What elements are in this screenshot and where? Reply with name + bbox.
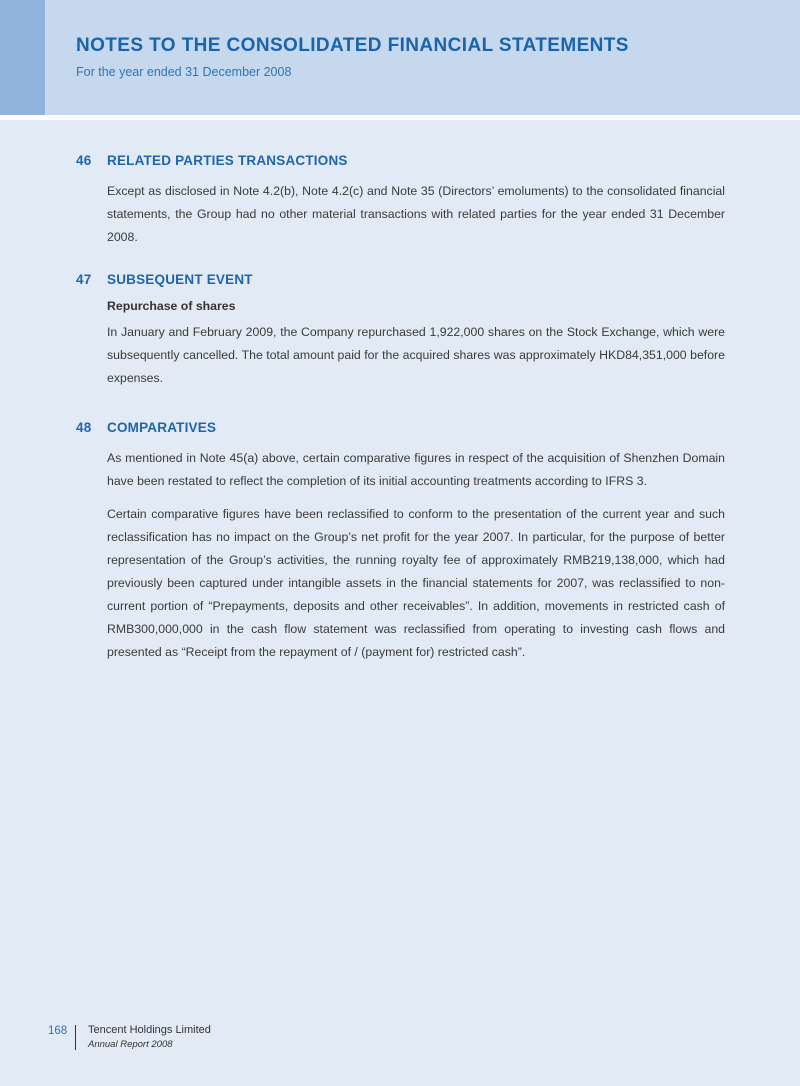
note-paragraph: Certain comparative figures have been reclassified to conform to the presentation of the current year and such reclassification has no impact on the Group’s net profit for the year 2007. In particular, for the purpose of better representation of the Group’s activities, the running royalty fee of approximately RMB219,138,000, which had previously been captured under intangible assets in the financial statements for 2007, was reclassified to non-current portion of “Prepayments, deposits and other receivables”. In addition, movements in restricted cash of RMB300,000,000 in the cash flow statement was reclassified from operating to investing cash flows and presented as “Receipt from the repayment of / (payment for) restricted cash”. bbox=[107, 507, 725, 659]
note-title: SUBSEQUENT EVENT bbox=[107, 272, 253, 287]
note-47 bbox=[76, 272, 725, 400]
page-number: 168 bbox=[48, 1025, 68, 1037]
report-name: Annual Report 2008 bbox=[88, 1039, 173, 1050]
company-name: Tencent Holdings Limited bbox=[88, 1024, 211, 1036]
note-heading bbox=[76, 420, 725, 435]
page-subtitle: For the year ended 31 December 2008 bbox=[76, 65, 292, 79]
note-48 bbox=[76, 420, 725, 674]
note-body bbox=[107, 299, 725, 390]
note-46 bbox=[76, 153, 725, 259]
page-title: NOTES TO THE CONSOLIDATED FINANCIAL STATEMENTS bbox=[76, 35, 629, 56]
header-divider bbox=[0, 115, 800, 120]
note-title: COMPARATIVES bbox=[107, 420, 217, 435]
note-heading bbox=[76, 153, 725, 168]
note-subheading: Repurchase of shares bbox=[107, 299, 236, 313]
note-heading bbox=[76, 272, 725, 287]
header-accent-tab bbox=[0, 0, 45, 115]
note-number: 47 bbox=[76, 272, 92, 287]
footer-divider bbox=[75, 1025, 76, 1050]
note-body bbox=[107, 180, 725, 249]
note-number: 48 bbox=[76, 420, 92, 435]
note-paragraph: Except as disclosed in Note 4.2(b), Note 4.2(c) and Note 35 (Directors’ emoluments) to the consolidated financial statements, the Group had no other material transactions with related parties for the year ended 31 December 2008. bbox=[107, 184, 725, 244]
note-body bbox=[107, 447, 725, 664]
note-paragraph: In January and February 2009, the Company repurchased 1,922,000 shares on the Stock Exchange, which were subsequently cancelled. The total amount paid for the acquired shares was approximately HKD84,351,000 before expenses. bbox=[107, 325, 725, 385]
header-band bbox=[0, 0, 800, 115]
note-paragraph: As mentioned in Note 45(a) above, certain comparative figures in respect of the acquisition of Shenzhen Domain have been restated to reflect the completion of its initial accounting treatments according to IFRS 3. bbox=[107, 451, 725, 488]
note-title: RELATED PARTIES TRANSACTIONS bbox=[107, 153, 348, 168]
note-number: 46 bbox=[76, 153, 92, 168]
